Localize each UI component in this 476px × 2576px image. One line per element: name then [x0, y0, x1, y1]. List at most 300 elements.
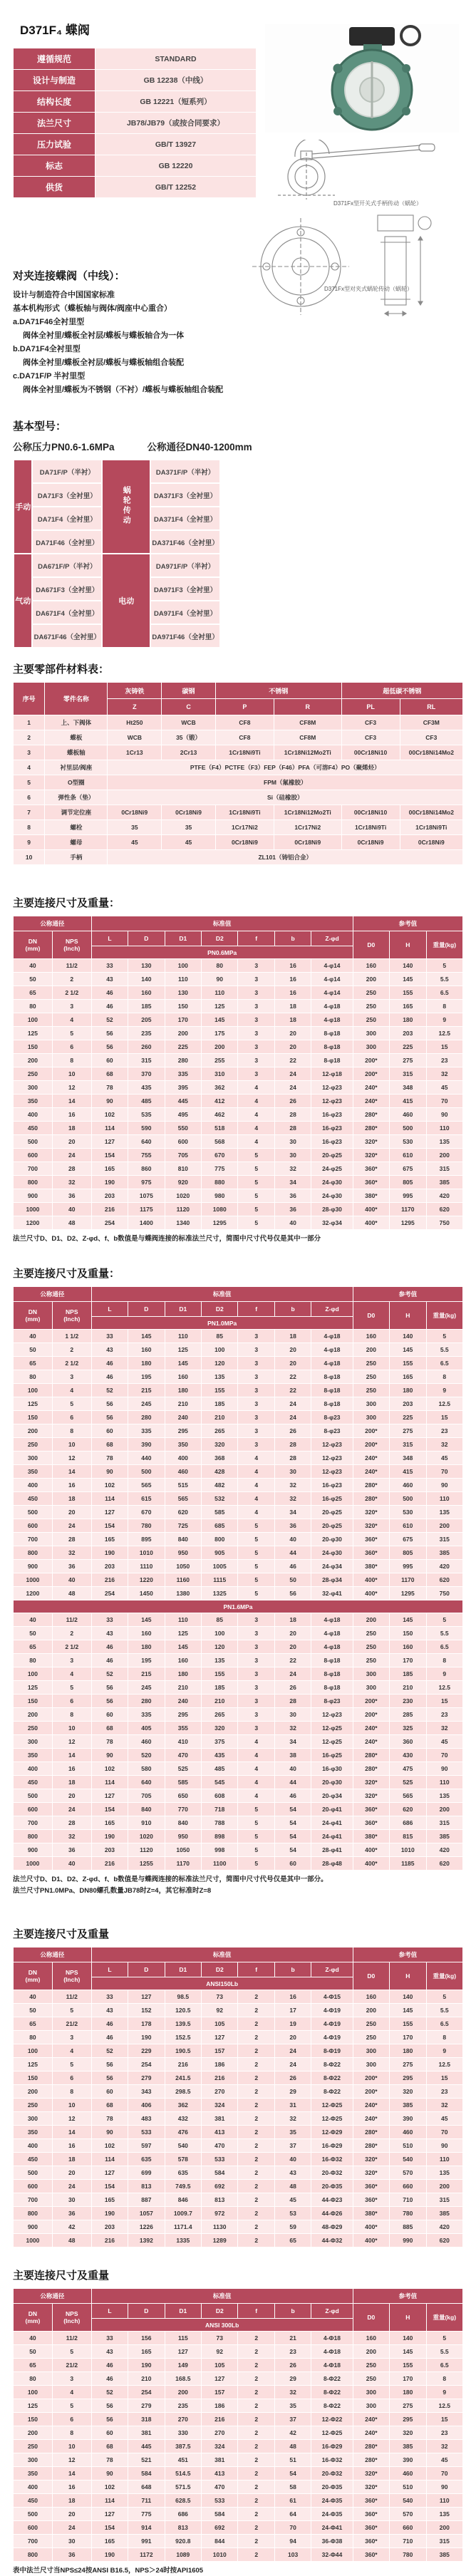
hdr-weight: 重量(kg) — [426, 1302, 462, 1330]
table-cell: 390 — [390, 2453, 426, 2467]
table-cell: 675 — [390, 1533, 426, 1546]
table-cell: 240* — [353, 2112, 389, 2126]
table-cell: 24 — [52, 2521, 91, 2535]
table-cell: 170 — [390, 2372, 426, 2386]
table-cell: 380* — [353, 1189, 389, 1203]
table-cell: 1295 — [390, 1216, 426, 1230]
hdr-L: L — [91, 1302, 128, 1317]
table-cell: 320* — [353, 1135, 389, 1149]
code-c: C — [162, 699, 216, 715]
table-cell: 180 — [128, 1640, 165, 1654]
table-cell: 8-φ23 — [311, 1411, 353, 1424]
table-cell: 1450 — [128, 1587, 165, 1600]
table-cell: 585 — [202, 1506, 238, 1519]
table-cell: 73 — [202, 2332, 238, 2345]
table-cell: 640 — [128, 1776, 165, 1789]
table-cell: 6.5 — [426, 1357, 462, 1370]
table-cell: 620 — [165, 1506, 201, 1519]
table-cell: 8 — [426, 1370, 462, 1384]
table-cell: 3 — [52, 1654, 91, 1667]
table-cell: 28 — [52, 1533, 91, 1546]
table-cell: 4 — [238, 1735, 274, 1749]
table-row — [14, 2413, 463, 2426]
table-cell: 蝶板 — [45, 730, 108, 745]
table-cell: 660 — [390, 2521, 426, 2535]
table-cell: 00Cr18Ni14Mo2 — [400, 805, 462, 820]
table-cell: 525 — [165, 1762, 201, 1776]
table-cell: 90 — [91, 1095, 128, 1108]
model-cell: DA371F/P（半衬） — [150, 460, 220, 483]
table-cell: 4 — [52, 2044, 91, 2058]
table-cell: 385 — [426, 1830, 462, 1843]
table-cell: 905 — [202, 1546, 238, 1560]
table-cell: 270 — [202, 2085, 238, 2099]
table-cell: 9 — [426, 2386, 462, 2399]
figure-caption-1: D371Fx型开关式手柄传动（蜗轮） — [333, 200, 423, 207]
table-cell: 130 — [165, 986, 201, 1000]
col-part: 零件名称 — [45, 683, 108, 715]
table-row — [14, 1330, 463, 1343]
table-cell: 135 — [426, 2166, 462, 2180]
table-cell: 1057 — [128, 2207, 165, 2220]
table-cell: 460 — [165, 1465, 201, 1479]
table-cell: 514.5 — [165, 2467, 201, 2481]
table-row — [14, 715, 463, 730]
footnote-1: 法兰尺寸D、D1、D2、Z-φd、f、b数值是与蝶阀连接的标准法兰尺寸，简图中尺寸代号仅是其中一部分 — [13, 1235, 321, 1243]
table-cell: 145 — [390, 2004, 426, 2017]
table-cell: 775 — [128, 2508, 165, 2521]
table-row — [14, 1762, 463, 1776]
table-cell: 0Cr18Ni9 — [274, 835, 341, 850]
table-cell: 12-Φ25 — [311, 2426, 353, 2440]
table-row — [14, 2467, 463, 2481]
table-cell: 950 — [165, 1830, 201, 1843]
hdr-nps: NPS (Inch) — [52, 1302, 91, 1330]
table-cell: 127 — [91, 2508, 128, 2521]
page — [0, 20, 476, 2576]
table-cell: 686 — [390, 1816, 426, 1830]
table-cell: 3 — [238, 1357, 274, 1370]
table-cell: 780 — [390, 2207, 426, 2220]
table-cell: 320* — [353, 1519, 389, 1533]
table-cell: 205 — [128, 1013, 165, 1027]
table-cell: 385 — [426, 2207, 462, 2220]
table-cell: 210 — [202, 1411, 238, 1424]
table-cell: 2Cr13 — [162, 745, 216, 760]
hdr-ref-group: 参考值 — [353, 1287, 462, 1302]
table-row — [14, 1027, 463, 1040]
table-cell: 360* — [353, 2193, 389, 2207]
table-cell: 190 — [91, 1546, 128, 1560]
table-cell: 710 — [390, 2193, 426, 2207]
table-cell: 1Cr18Ni9Ti — [215, 805, 274, 820]
table-cell: 520 — [128, 1749, 165, 1762]
table-cell: 800 — [14, 1830, 53, 1843]
table-cell: 2 — [238, 2345, 274, 2359]
table-cell: 210 — [165, 1397, 201, 1411]
table-row — [14, 2058, 463, 2071]
table-row — [14, 177, 257, 198]
table-cell: 250 — [353, 1013, 389, 1027]
table-cell: 200 — [14, 2426, 53, 2440]
table-cell: 200* — [353, 2071, 389, 2085]
table-row — [14, 916, 463, 931]
table-row — [14, 1667, 463, 1681]
table-cell: 6 — [52, 2071, 91, 2085]
table-cell: 12-φ23 — [311, 1438, 353, 1452]
table-cell: 16-Φ29 — [311, 2440, 353, 2453]
table-cell: 65 — [14, 986, 53, 1000]
table-cell: 200 — [14, 1424, 53, 1438]
table-cell: 1020 — [165, 1189, 201, 1203]
table-cell: 24 — [274, 1411, 311, 1424]
table-row — [14, 1857, 463, 1871]
table-cell: 335 — [128, 1424, 165, 1438]
table-cell: 00Cr18Ni14Mo2 — [400, 745, 462, 760]
model-title: 基本型号： — [13, 420, 67, 433]
table-cell: 400 — [14, 2139, 53, 2153]
table-cell: 1175 — [128, 1203, 165, 1216]
table-cell: 73 — [202, 1990, 238, 2004]
table-cell: 711 — [128, 2494, 165, 2508]
spec-label: 结构长度 — [14, 91, 95, 113]
table-cell: 280* — [353, 2440, 389, 2453]
table-cell: 5 — [426, 1330, 462, 1343]
table-cell: 24-Φ35 — [311, 2494, 353, 2508]
table-cell: 400* — [353, 1857, 389, 1871]
table-cell: 20-φ30 — [311, 1533, 353, 1546]
table-cell: 40 — [274, 2153, 311, 2166]
table-cell: 451 — [165, 2453, 201, 2467]
table-cell: 320* — [353, 1776, 389, 1789]
hdr-nps: NPS (Inch) — [52, 931, 91, 959]
hdr-D1: D1 — [165, 1962, 201, 1977]
materials-table — [13, 682, 463, 865]
table-cell: 545 — [202, 1776, 238, 1789]
table-cell: 12-φ18 — [311, 1067, 353, 1081]
table-cell: 45 — [426, 1452, 462, 1465]
table-cell: 170 — [165, 1013, 201, 1027]
table-row — [14, 1452, 463, 1465]
table-row — [14, 2180, 463, 2193]
table-cell: 190 — [91, 2548, 128, 2562]
table-cell: 770 — [165, 1803, 201, 1816]
table-cell: 500 — [14, 2166, 53, 2180]
table-cell: 4-φ14 — [311, 986, 353, 1000]
table-row — [14, 1560, 463, 1573]
table-cell: 157 — [202, 2044, 238, 2058]
table-cell: 413 — [202, 2126, 238, 2139]
table-cell: 154 — [91, 1803, 128, 1816]
table-row — [14, 1149, 463, 1162]
table-cell: 240* — [353, 1081, 389, 1095]
table-cell: 24 — [274, 1667, 311, 1681]
table-cell: 20-φ30 — [311, 1776, 353, 1789]
table-row — [14, 1067, 463, 1081]
table-cell: 00Cr18Ni10 — [341, 745, 400, 760]
table-cell: 420 — [426, 1560, 462, 1573]
code-r: R — [274, 699, 341, 715]
table-cell: 2 — [238, 2399, 274, 2413]
table-cell: 14 — [52, 2126, 91, 2139]
table-cell: 195 — [128, 1370, 165, 1384]
table-cell: 61 — [274, 2494, 311, 2508]
table-cell: 565 — [128, 1479, 165, 1492]
table-cell: 5 — [52, 1027, 91, 1040]
table-row — [14, 1465, 463, 1479]
table-cell: 250 — [353, 2372, 389, 2386]
table-cell: 200* — [353, 1054, 389, 1067]
table-cell: 1Cr18Ni9Ti — [215, 745, 274, 760]
table-cell: 240* — [353, 1735, 389, 1749]
table-row — [14, 1108, 463, 1122]
table-row — [14, 1681, 463, 1695]
table-cell: WCB — [108, 730, 162, 745]
table-row — [14, 959, 463, 973]
table-cell: 2 — [238, 2180, 274, 2193]
table-row — [14, 1411, 463, 1424]
table-cell: 15 — [426, 1040, 462, 1054]
table-cell: 2 — [238, 2508, 274, 2521]
table-cell: 254 — [91, 1216, 128, 1230]
table-cell: 21/2 — [52, 2017, 91, 2031]
dimension-drawing-graphic — [245, 208, 470, 322]
table-cell: 145 — [390, 2345, 426, 2359]
table-cell: 18 — [274, 1613, 311, 1627]
table-cell: 33 — [91, 1990, 128, 2004]
table-cell: 46 — [91, 1640, 128, 1654]
table-cell: 910 — [128, 1816, 165, 1830]
table-cell: 140 — [390, 1330, 426, 1343]
table-cell: 300 — [353, 2058, 389, 2071]
dim-table-pn06 — [13, 916, 463, 1230]
table-cell: 12-Φ25 — [311, 2112, 353, 2126]
table-cell: 65 — [14, 1357, 53, 1370]
table-row — [14, 2099, 463, 2112]
pressure-band-2: PN1.6MPa — [14, 1600, 463, 1613]
table-row — [14, 1708, 463, 1722]
spec-value: GB/T 13927 — [95, 134, 257, 155]
table-cell: 40 — [274, 1533, 311, 1546]
model-cell: DA371F46（全衬里） — [150, 530, 220, 554]
table-cell: 880 — [202, 1176, 238, 1189]
table-cell: 180 — [390, 2386, 426, 2399]
table-cell: 2 — [238, 2139, 274, 2153]
table-row — [14, 554, 220, 577]
table-cell: 3 — [238, 1667, 274, 1681]
table-cell: 46 — [91, 1000, 128, 1013]
table-cell: 28 — [274, 1452, 311, 1465]
table-cell: 318 — [128, 2413, 165, 2426]
table-cell: 660 — [390, 2180, 426, 2193]
table-cell: 348 — [390, 1081, 426, 1095]
table-cell: FPM（氟橡胶） — [108, 775, 463, 790]
table-cell: 275 — [390, 2399, 426, 2413]
table-cell: 8-Φ19 — [311, 2044, 353, 2058]
table-cell: 24-φ41 — [311, 1816, 353, 1830]
table-cell: 125 — [165, 1343, 201, 1357]
table-cell: 300 — [353, 1027, 389, 1040]
table-cell: 23 — [426, 2085, 462, 2099]
table-cell: 78 — [91, 1081, 128, 1095]
table-cell: 56 — [91, 1027, 128, 1040]
spec-value: GB/T 12252 — [95, 177, 257, 198]
table-cell: 1Cr18Ni12Mo2Ti — [274, 745, 341, 760]
table-cell: 800 — [14, 2207, 53, 2220]
table-cell: 36 — [52, 1843, 91, 1857]
table-cell: 5 — [238, 1587, 274, 1600]
drive-label-manual: 手动 — [14, 460, 32, 554]
table-cell: 16-φ23 — [311, 1135, 353, 1149]
table-cell: 300 — [353, 1667, 389, 1681]
table-cell: 120 — [202, 1640, 238, 1654]
table-cell: 48 — [52, 2234, 91, 2247]
table-cell: 335 — [165, 1067, 201, 1081]
table-cell: 460 — [390, 1479, 426, 1492]
dim-table-ansi150 — [13, 1947, 463, 2247]
table-cell: 127 — [165, 2345, 201, 2359]
table-cell: 30 — [52, 2193, 91, 2207]
table-cell: 280* — [353, 2139, 389, 2153]
table-cell: 200* — [353, 1424, 389, 1438]
table-cell: 400* — [353, 1843, 389, 1857]
table-cell: 4-φ14 — [311, 959, 353, 973]
table-cell: 620 — [426, 1203, 462, 1216]
table-cell: 156 — [128, 2332, 165, 2345]
table-cell: 8-φ23 — [311, 1424, 353, 1438]
table-cell: 525 — [390, 1776, 426, 1789]
table-cell: 216 — [165, 2058, 201, 2071]
table-cell: 670 — [128, 1506, 165, 1519]
table-cell: 20 — [274, 1040, 311, 1054]
table-cell: 10 — [52, 1438, 91, 1452]
table-cell: 32 — [426, 1722, 462, 1735]
table-cell: 320 — [202, 1722, 238, 1735]
table-cell: 6 — [52, 1695, 91, 1708]
hdr-L: L — [91, 931, 128, 946]
table-row — [14, 1054, 463, 1067]
table-cell: 1Cr17Ni2 — [274, 820, 341, 835]
table-cell: 18 — [52, 2494, 91, 2508]
table-cell: 350 — [14, 2467, 53, 2481]
table-cell: 5 — [238, 1533, 274, 1546]
table-cell: 12-φ23 — [311, 1452, 353, 1465]
table-cell: 4-φ18 — [311, 1357, 353, 1370]
table-cell: 59 — [274, 2220, 311, 2234]
table-cell: 20 — [274, 1027, 311, 1040]
table-cell: 24 — [274, 1067, 311, 1081]
table-cell: 102 — [91, 1108, 128, 1122]
table-cell: 100 — [165, 959, 201, 973]
table-cell: Ht250 — [108, 715, 162, 730]
table-cell: 155 — [202, 1667, 238, 1681]
table-cell: 3 — [238, 1424, 274, 1438]
table-cell: 170 — [390, 1654, 426, 1667]
table-cell: 250 — [14, 2440, 53, 2453]
table-row — [14, 1533, 463, 1546]
table-cell: 315 — [390, 1438, 426, 1452]
table-cell: 240 — [165, 1695, 201, 1708]
table-cell: 46 — [91, 2372, 128, 2386]
table-cell: 165 — [128, 2345, 165, 2359]
table-cell: 2 1/2 — [52, 986, 91, 1000]
spec-value: JB78/JB79（或按合同要求） — [95, 113, 257, 134]
table-cell: 210 — [202, 1695, 238, 1708]
table-cell: 840 — [165, 1533, 201, 1546]
table-cell: 3 — [238, 1054, 274, 1067]
table-cell: 149 — [165, 2359, 201, 2372]
table-cell: 43 — [91, 2345, 128, 2359]
table-cell: 30 — [274, 1135, 311, 1149]
table-cell: 320* — [353, 1789, 389, 1803]
table-cell: 15 — [426, 2071, 462, 2085]
table-cell: 33 — [91, 2332, 128, 2345]
table-cell: 5 — [52, 2058, 91, 2071]
table-cell: 400 — [165, 1452, 201, 1465]
pressure-band: PN0.6MPa — [14, 946, 463, 959]
table-cell: CF3M — [400, 715, 462, 730]
table-row — [14, 91, 257, 113]
table-cell: 30 — [274, 1149, 311, 1162]
table-cell: CF8M — [274, 730, 341, 745]
table-cell: 788 — [202, 1816, 238, 1830]
table-cell: 2 — [52, 1627, 91, 1640]
table-cell: 1400 — [128, 1216, 165, 1230]
table-cell: 381 — [202, 2112, 238, 2126]
table-cell: 102 — [91, 2139, 128, 2153]
table-cell: 50 — [14, 2004, 53, 2017]
table-row — [14, 1546, 463, 1560]
table-cell: 螺母 — [45, 835, 108, 850]
table-cell: 28 — [52, 1162, 91, 1176]
table-cell: 4 — [238, 1108, 274, 1122]
table-cell: 20-φ25 — [311, 1506, 353, 1519]
table-cell: 168.5 — [165, 2372, 201, 2386]
table-cell: 180 — [390, 1384, 426, 1397]
table-cell: 8-φ18 — [311, 1040, 353, 1054]
table-row — [14, 2112, 463, 2126]
table-cell: 2 1/2 — [52, 1640, 91, 1654]
table-cell: 31 — [274, 2099, 311, 2112]
table-cell: 510 — [390, 2481, 426, 2494]
table-row — [14, 1573, 463, 1587]
table-cell: 56 — [91, 1681, 128, 1695]
code-p: P — [215, 699, 274, 715]
table-cell: 254 — [128, 2386, 165, 2399]
table-cell: 35 — [162, 820, 216, 835]
table-cell: 18 — [52, 1776, 91, 1789]
table-cell: 5 — [238, 1816, 274, 1830]
model-cell: DA371F4（全衬里） — [150, 507, 220, 530]
model-table — [13, 459, 221, 648]
table-cell: 16 — [274, 959, 311, 973]
table-cell: 3 — [238, 1000, 274, 1013]
table-cell: 5.5 — [426, 1627, 462, 1640]
table-cell: 400* — [353, 1216, 389, 1230]
table-cell: 150 — [165, 1000, 201, 1013]
table-cell: 20 — [274, 1343, 311, 1357]
table-row — [14, 931, 463, 946]
table-row — [14, 1081, 463, 1095]
hdr-D: D — [128, 931, 165, 946]
table-cell: 387.5 — [165, 2440, 201, 2453]
table-cell: 280* — [353, 2453, 389, 2467]
hdr-D2: D2 — [202, 2304, 238, 2319]
table-cell: 250 — [14, 1722, 53, 1735]
table-cell: 24 — [52, 1803, 91, 1816]
table-row — [14, 2372, 463, 2386]
table-cell: 324 — [202, 2440, 238, 2453]
